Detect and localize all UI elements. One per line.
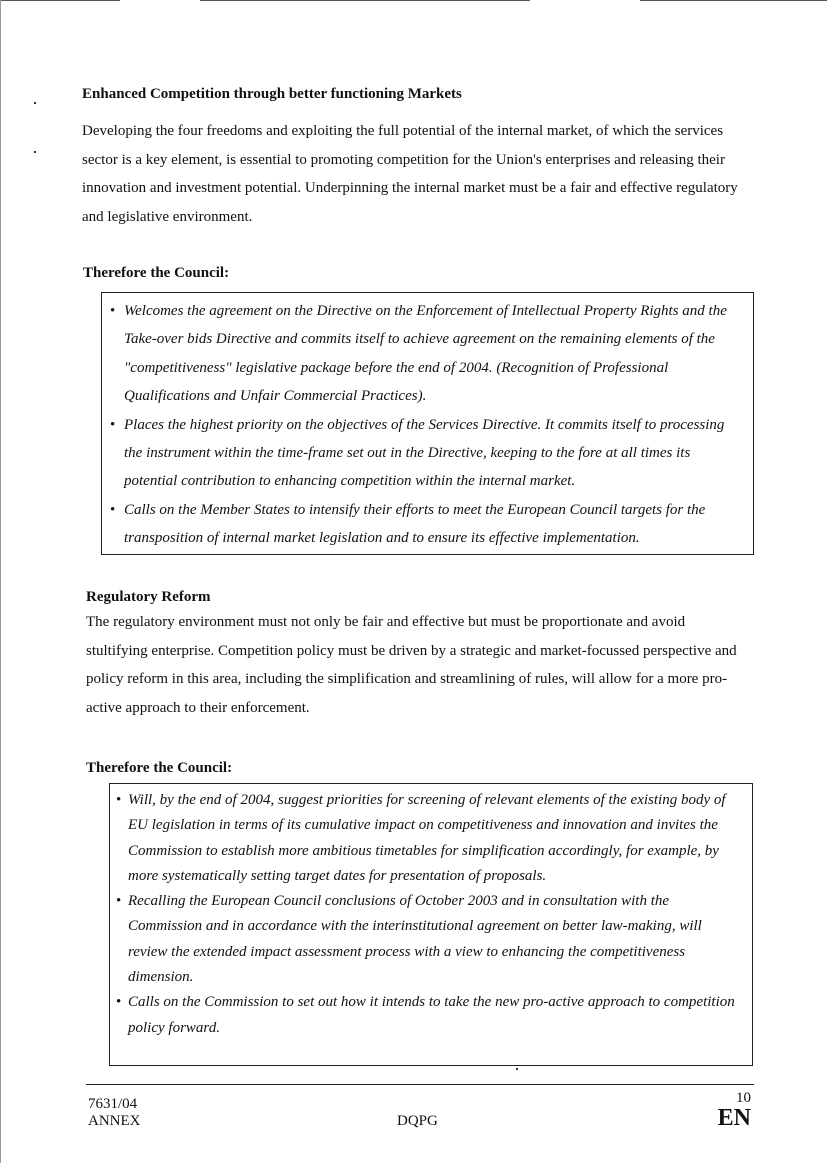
council-actions-list-1 — [102, 293, 753, 553]
footer-language-code: EN — [717, 1105, 751, 1131]
scan-speck — [34, 102, 36, 104]
footer-rule — [86, 1084, 754, 1085]
footer-annex-label: ANNEX — [88, 1113, 141, 1129]
section-heading-regulatory-reform: Regulatory Reform — [86, 589, 211, 605]
council-actions-box-1 — [101, 292, 754, 555]
list-item: • Calls on the Commission to set out how it intends to take the new pro-active approach to competition policy forward. — [128, 990, 744, 1041]
council-heading-1: Therefore the Council: — [83, 265, 230, 281]
scan-speck — [34, 151, 36, 153]
council-heading-2: Therefore the Council: — [86, 760, 233, 776]
scan-speck — [516, 1068, 518, 1070]
list-item: • Welcomes the agreement on the Directive on the Enforcement of Intellectual Property Rights and the Take-over bids Directive and commits itself to achieve agreement on the remaining elements of the "competitiveness" legislative package before the end of 2004. (Recognition of Professional Qualifications and Unfair Commercial Practices). — [124, 297, 745, 411]
footer-unit-code: DQPG — [397, 1113, 438, 1129]
section-paragraph-internal-market: Developing the four freedoms and exploiting the full potential of the internal market, of which the services sector is a key element, is essential to promoting competition for the Union's enterprises and releasing their innovation and investment potential. Underpinning the internal market must be a fair and effective regulatory and legislative environment. — [82, 123, 738, 225]
footer-page-number: 10 — [736, 1090, 751, 1106]
scan-edge-line — [0, 0, 1, 1163]
council-actions-box-2 — [109, 783, 753, 1066]
council-actions-list-2 — [110, 784, 752, 1041]
scan-edge-line — [640, 0, 827, 1]
list-item: • Recalling the European Council conclusions of October 2003 and in consultation with the Commission and in accordance with the interinstitutional agreement on better law-making, will review the extended impact assessment process with a view to enhancing the competitiveness dimension. — [128, 889, 744, 990]
footer-doc-number: 7631/04 — [88, 1096, 138, 1112]
list-item: • Places the highest priority on the objectives of the Services Directive. It commits itself to processing the instrument within the time-frame set out in the Directive, keeping to the fore at all times its potential contribution to enhancing competition within the internal market. — [124, 411, 745, 496]
list-item: • Calls on the Member States to intensify their efforts to meet the European Council targets for the transposition of internal market legislation and to ensure its effective implementation. — [124, 496, 745, 553]
section-heading-enhanced-competition: Enhanced Competition through better functioning Markets — [82, 86, 462, 102]
section-paragraph-regulatory: The regulatory environment must not only be fair and effective but must be proportionate and avoid stultifying enterprise. Competition policy must be driven by a strategic and market-focussed perspective and policy reform in this area, including the simplification and streamlining of rules, will allow for a more pro-active approach to their enforcement. — [86, 614, 737, 716]
scan-edge-line — [0, 0, 120, 1]
scan-edge-line — [200, 0, 530, 1]
list-item: • Will, by the end of 2004, suggest priorities for screening of relevant elements of the existing body of EU legislation in terms of its cumulative impact on competitiveness and innovation and invites the Commission to establish more ambitious timetables for simplification accordingly, for example, by more systematically setting target dates for presentation of proposals. — [128, 788, 744, 889]
